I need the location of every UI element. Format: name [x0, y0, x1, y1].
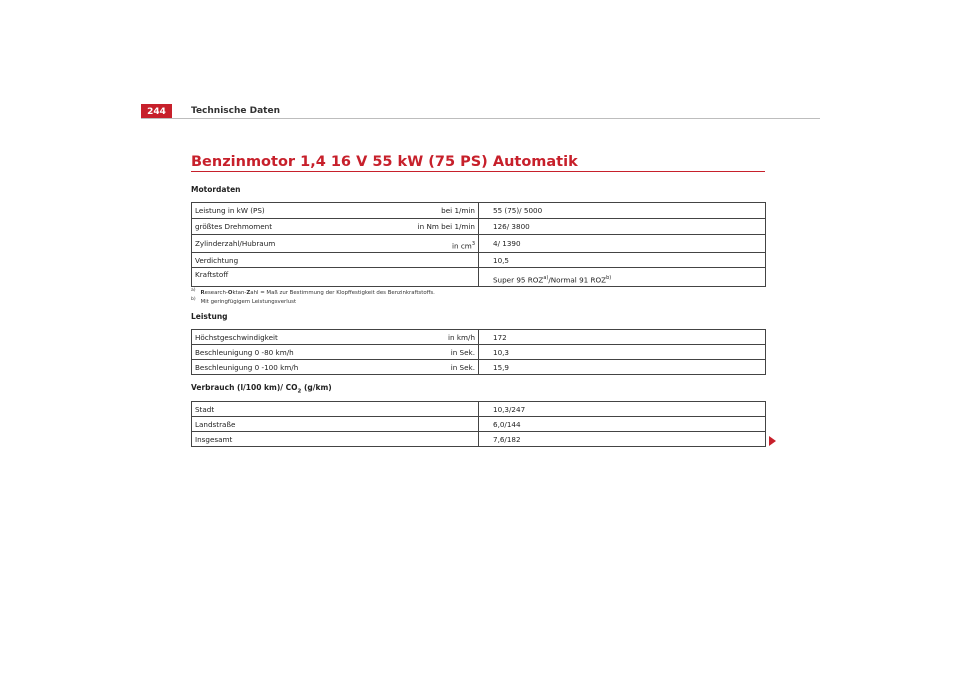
row-unit — [372, 253, 479, 268]
row-value: Super 95 ROZ — [493, 275, 544, 285]
row-name: Zylinderzahl/Hubraum — [192, 235, 372, 253]
footnote-bold-letter: O — [227, 289, 233, 296]
table-row — [192, 253, 766, 268]
footnote-a — [191, 288, 435, 296]
section-label-leistung: Leistung — [191, 312, 228, 321]
row-name: Verdichtung — [192, 253, 372, 268]
table-row — [192, 330, 766, 345]
footnote-text: esearch- — [204, 289, 228, 296]
table-row — [192, 417, 766, 432]
row-unit — [372, 402, 479, 417]
unit-superscript: 3 — [471, 241, 475, 248]
row-name: Insgesamt — [192, 432, 372, 447]
footnote-ref-b: b) — [606, 274, 612, 281]
header-title: Technische Daten — [191, 106, 280, 116]
row-name: Landstraße — [192, 417, 372, 432]
row-unit-cell — [372, 235, 479, 253]
row-value: 10,5 — [479, 253, 766, 268]
row-value: 10,3 — [479, 345, 766, 360]
row-value: 10,3/247 — [479, 402, 766, 417]
row-value: 126/ 3800 — [479, 219, 766, 235]
row-unit: in Sek. — [372, 345, 479, 360]
footnote-mark: b) — [191, 297, 196, 302]
row-unit: in cm — [452, 241, 472, 251]
row-value: 172 — [479, 330, 766, 345]
footnote-b — [191, 297, 296, 305]
row-name: Stadt — [192, 402, 372, 417]
page-title: Benzinmotor 1,4 16 V 55 kW (75 PS) Automatik — [191, 154, 578, 170]
table-row — [192, 203, 766, 219]
verbrauch-table — [191, 401, 766, 447]
footnote-text: ktan- — [232, 289, 247, 296]
footnote-bold-letter: R — [200, 289, 205, 296]
leistung-table — [191, 329, 766, 375]
row-unit — [372, 432, 479, 447]
footnote-ref-a: a) — [543, 274, 549, 281]
verbrauch-label: Verbrauch (l/100 km)/ CO — [191, 383, 298, 392]
table-row — [192, 402, 766, 417]
table-row — [192, 432, 766, 447]
triangle-right-icon[interactable] — [769, 436, 776, 446]
row-value: 4/ 1390 — [479, 235, 766, 253]
footnote-bold-letter: Z — [246, 289, 251, 296]
row-unit: bei 1/min — [372, 203, 479, 219]
section-label-motordaten: Motordaten — [191, 185, 241, 194]
row-unit — [372, 417, 479, 432]
section-label-verbrauch — [191, 383, 332, 395]
verbrauch-label-subscript: 2 — [297, 388, 302, 395]
footnote-text: Mit geringfügigem Leistungsverlust — [200, 298, 297, 305]
table-row — [192, 345, 766, 360]
row-unit: in Nm bei 1/min — [372, 219, 479, 235]
row-name: Höchstgeschwindigkeit — [192, 330, 372, 345]
table-row — [192, 235, 766, 253]
table-row — [192, 360, 766, 375]
row-value-cell — [479, 268, 766, 287]
row-name: Leistung in kW (PS) — [192, 203, 372, 219]
header-rule — [141, 118, 820, 119]
row-value: 6,0/144 — [479, 417, 766, 432]
row-name: Kraftstoff — [192, 268, 372, 287]
row-name: Beschleunigung 0 -80 km/h — [192, 345, 372, 360]
row-value: 55 (75)/ 5000 — [479, 203, 766, 219]
footnote-text: ahl = Maß zur Bestimmung der Klopffestigkeit des Benzinkraftstoffs. — [250, 289, 435, 296]
row-unit: in km/h — [372, 330, 479, 345]
row-value: 7,6/182 — [479, 432, 766, 447]
table-row — [192, 268, 766, 287]
title-rule — [191, 171, 765, 172]
row-unit: in Sek. — [372, 360, 479, 375]
footnote-mark: a) — [191, 288, 196, 293]
page-number: 244 — [141, 104, 172, 119]
table-row — [192, 219, 766, 235]
verbrauch-label-unit: (g/km) — [301, 383, 332, 392]
row-value: /Normal 91 ROZ — [548, 275, 607, 285]
motordaten-table — [191, 202, 766, 287]
row-value: 15,9 — [479, 360, 766, 375]
row-unit — [372, 268, 479, 287]
row-name: Beschleunigung 0 -100 km/h — [192, 360, 372, 375]
row-name: größtes Drehmoment — [192, 219, 372, 235]
